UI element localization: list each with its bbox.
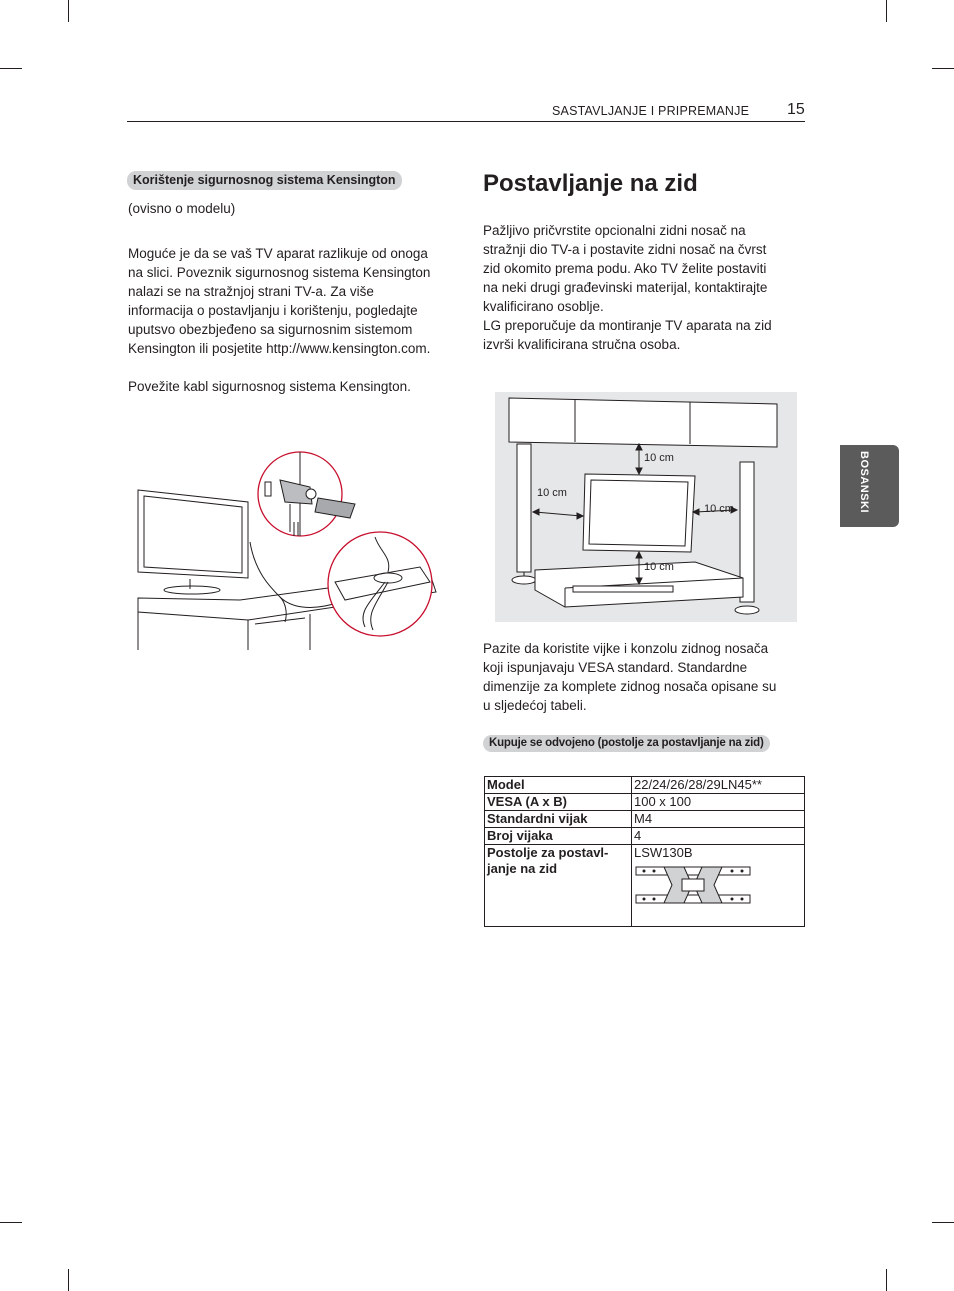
table-row <box>485 845 805 927</box>
language-tab-label: BOSANSKI <box>858 451 870 514</box>
page-title: Postavljanje na zid <box>483 170 698 197</box>
kensington-instruction: Povežite kabl sigurnosnog sistema Kensington. <box>128 379 411 394</box>
kensington-heading: Korištenje sigurnosnog sistema Kensington <box>127 171 402 190</box>
clearance-left-label: 10 cm <box>537 487 567 499</box>
spec-value: 4 <box>632 828 805 845</box>
wall-mount-spec-table <box>484 776 805 927</box>
language-tab <box>840 445 899 527</box>
table-row <box>485 794 805 811</box>
spec-value: LSW130B <box>632 845 805 927</box>
spec-key: VESA (A x B) <box>485 794 632 811</box>
vesa-paragraph: Pazite da koristite vijke i konzolu zidnog nosača koji ispunjavaju VESA standard. Standardne dimenzije za komplete zidnog nosača opisane su u sljedećoj tabeli. <box>483 641 777 713</box>
clearance-right-label: 10 cm <box>704 503 734 515</box>
table-row <box>485 777 805 794</box>
clearance-top-label: 10 cm <box>644 452 674 464</box>
wall-bracket-image <box>634 863 752 907</box>
crop-mark <box>68 1269 69 1291</box>
spec-value: 22/24/26/28/29LN45** <box>632 777 805 794</box>
clearance-bottom-label: 10 cm <box>644 561 674 573</box>
spec-key: Model <box>485 777 632 794</box>
page-number: 15 <box>787 101 805 118</box>
crop-mark <box>0 68 22 69</box>
crop-mark <box>886 0 887 22</box>
model-note: (ovisno o modelu) <box>128 201 236 216</box>
crop-mark <box>0 1222 22 1223</box>
crop-mark <box>886 1269 887 1291</box>
wall-mount-diagram <box>495 392 797 622</box>
kensington-paragraph: Moguće je da se vaš TV aparat razlikuje od onoga na slici. Poveznik sigurnosnog sistema Kensington nalazi se na stražnjoj strani TV-a. Za više informacija o postavljanju i korištenju, pogledajte uputsvo obezbjeđeno sa sigurnosnim sistemom Kensington ili posjetite http://www.kensington.com. <box>128 246 431 356</box>
crop-mark <box>68 0 69 22</box>
spec-value: 100 x 100 <box>632 794 805 811</box>
running-header: SASTAVLJANJE I PRIPREMANJE <box>552 104 750 118</box>
spec-value: M4 <box>632 811 805 828</box>
spec-key: Broj vijaka <box>485 828 632 845</box>
header-rule <box>127 121 805 122</box>
wall-mount-intro: Pažljivo pričvrstite opcionalni zidni nosač na stražnji dio TV-a i postavite zidni nosač na čvrst zid okomito prema podu. Ako TV želite postaviti na neki drugi građevinski materijal, kontaktirajte kvalificirano osoblje. LG preporučuje da montiranje TV aparata na zid izvrši kvalificirana stručna osoba. <box>483 223 772 352</box>
kensington-illustration <box>130 432 450 652</box>
spec-key: Postolje za postavl- janje na zid <box>485 845 632 927</box>
spec-key: Standardni vijak <box>485 811 632 828</box>
crop-mark <box>932 1222 954 1223</box>
table-row <box>485 811 805 828</box>
table-row <box>485 828 805 845</box>
separate-purchase-heading: Kupuje se odvojeno (postolje za postavljanje na zid) <box>483 735 770 752</box>
crop-mark <box>932 68 954 69</box>
